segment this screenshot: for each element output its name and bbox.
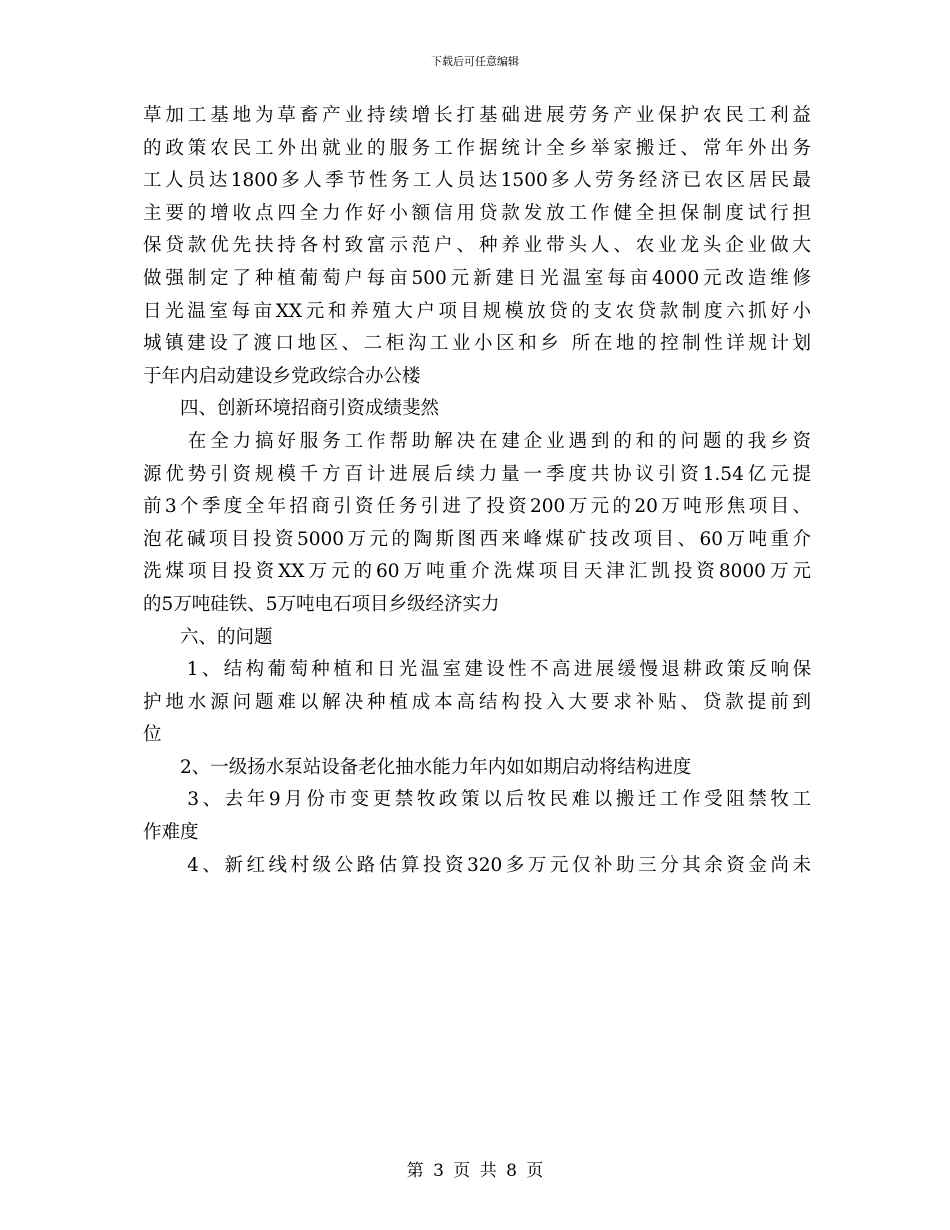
- text-line: 前3个季度全年招商引资任务引进了投资200万元的20万吨形焦项目、: [143, 496, 811, 518]
- text-line: 1、结构葡萄种植和日光温室建设性不高进展缓慢退耕政策反响保: [143, 659, 811, 681]
- text-line: 作难度: [143, 822, 199, 844]
- text-line: 2、一级扬水泵站设备老化抽水能力年内如如期启动将结构进度: [143, 756, 692, 778]
- text-line: 位: [143, 724, 162, 746]
- text-line: 做强制定了种植葡萄户每亩500元新建日光温室每亩4000元改造维修: [143, 267, 811, 289]
- text-line: 源优势引资规模千方百计进展后续力量一季度共协议引资1.54亿元提: [143, 463, 811, 485]
- section-heading: 六、的问题: [143, 626, 273, 648]
- text-line: 泡花碱项目投资5000万元的陶斯图西来峰煤矿技改项目、60万吨重介: [143, 528, 811, 550]
- text-line: 洗煤项目投资XX万元的60万吨重介洗煤项目天津汇凯投资8000万元: [143, 561, 811, 583]
- text-line: 护地水源问题难以解决种植成本高结构投入大要求补贴、贷款提前到: [143, 691, 811, 713]
- document-body: [143, 100, 811, 882]
- section-heading: 四、创新环境招商引资成绩斐然: [143, 398, 440, 420]
- text-line: 日光温室每亩XX元和养殖大户项目规模放贷的支农贷款制度六抓好小: [143, 300, 811, 322]
- text-line: 工人员达1800多人季节性务工人员达1500多人劳务经济已农区居民最: [143, 170, 811, 192]
- text-line: 保贷款优先扶持各村致富示范户、种养业带头人、农业龙头企业做大: [143, 235, 811, 257]
- text-line: 于年内启动建设乡党政综合办公楼: [143, 365, 421, 387]
- page-header: 下载后可任意编辑: [431, 55, 519, 68]
- text-line: 在全力搞好服务工作帮助解决在建企业遇到的和的问题的我乡资: [143, 430, 811, 452]
- text-line: 的政策农民工外出就业的服务工作据统计全乡举家搬迁、常年外出务: [143, 137, 811, 159]
- text-line: 的5万吨硅铁、5万吨电石项目乡级经济实力: [143, 593, 500, 615]
- page-number-footer: 第 3 页 共 8 页: [406, 1161, 544, 1181]
- text-line: 主要的增收点四全力作好小额信用贷款发放工作健全担保制度试行担: [143, 202, 811, 224]
- text-line: 城镇建设了渡口地区、二柜沟工业小区和乡 所在地的控制性详规计划: [143, 333, 811, 355]
- text-line: 草加工基地为草畜产业持续增长打基础进展劳务产业保护农民工利益: [143, 105, 811, 126]
- text-line: 3、去年9月份市变更禁牧政策以后牧民难以搬迁工作受阻禁牧工: [143, 789, 811, 811]
- text-line: 4、新红线村级公路估算投资320多万元仅补助三分其余资金尚未: [143, 854, 811, 876]
